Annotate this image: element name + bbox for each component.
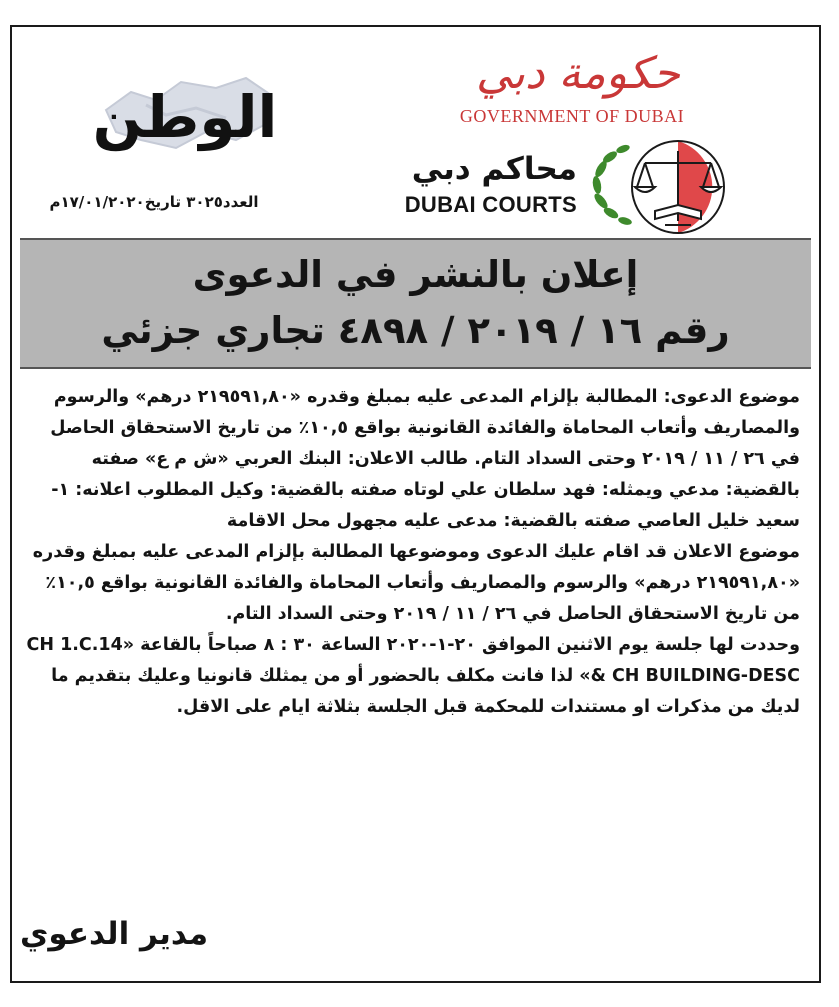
- scales-of-justice-icon: [583, 137, 773, 237]
- government-logo-english: GOVERNMENT OF DUBAI: [459, 106, 685, 126]
- notice-paragraph-announcement: موضوع الاعلان قد اقام عليك الدعوى وموضوعها المطالبة بإلزام المدعى عليه بمبلغ وقدره «٢١٩٥٩١,٨٠ درهم» والرسوم والمصاريف وأتعاب المحاماة والفائدة القانونية بواقع ١٠,٥٪ من تاريخ الاستحقاق الحاصل في ٢٦ / ١١ / ٢٠١٩ وحتى السداد التام.: [32, 542, 800, 624]
- government-logo-arabic: حكومة دبي: [476, 48, 680, 99]
- notice-title: إعلان بالنشر في الدعوى: [192, 253, 639, 296]
- courts-name-arabic: محاكم دبي: [411, 151, 577, 187]
- signature: مدير الدعوي: [20, 916, 209, 952]
- newspaper-name: الوطن: [92, 83, 278, 151]
- notice-paragraph-subject: موضوع الدعوى: المطالبة بإلزام المدعى عليه بمبلغ وقدره «٢١٩٥٩١,٨٠ درهم» والرسوم والمصاريف وأتعاب المحاماة والفائدة القانونية بواقع ١٠,٥٪ من تاريخ الاستحقاق الحاصل في ٢٦ / ١١ / ٢٠١٩ وحتى السداد التام. طالب الاعلان: البنك العربي «ش م ع» صفته بالقضية: مدعي ويمثله: فهد سلطان علي لوتاه صفته بالقضية: وكيل المطلوب اعلانه: ١- سعيد خليل العاصي صفته بالقضية: مدعى عليه مجهول محل الاقامة: [50, 387, 800, 531]
- notice-body: [24, 382, 800, 723]
- title-band: [20, 238, 811, 369]
- case-number: رقم ١٦ / ٢٠١٩ / ٤٨٩٨ تجاري جزئي: [101, 309, 730, 352]
- notice-paragraph-hearing: وحددت لها جلسة يوم الاثنين الموافق ٢٠-١-٢٠٢٠ الساعة ٣٠ : ٨ صباحاً بالقاعة «CH 1.C.14 & CH BUILDING-DESC» لذا فانت مكلف بالحضور أو من يمثلك قانونيا وعليك بتقديم ما لديك من مذكرات او مستندات للمحكمة قبل الجلسة بثلاثة ايام على الاقل.: [26, 635, 800, 717]
- issue-date-line: العدد٣٠٢٥ تاريخ١٧/٠١/٢٠٢٠م: [49, 193, 259, 211]
- courts-name-english: DUBAI COURTS: [404, 192, 577, 217]
